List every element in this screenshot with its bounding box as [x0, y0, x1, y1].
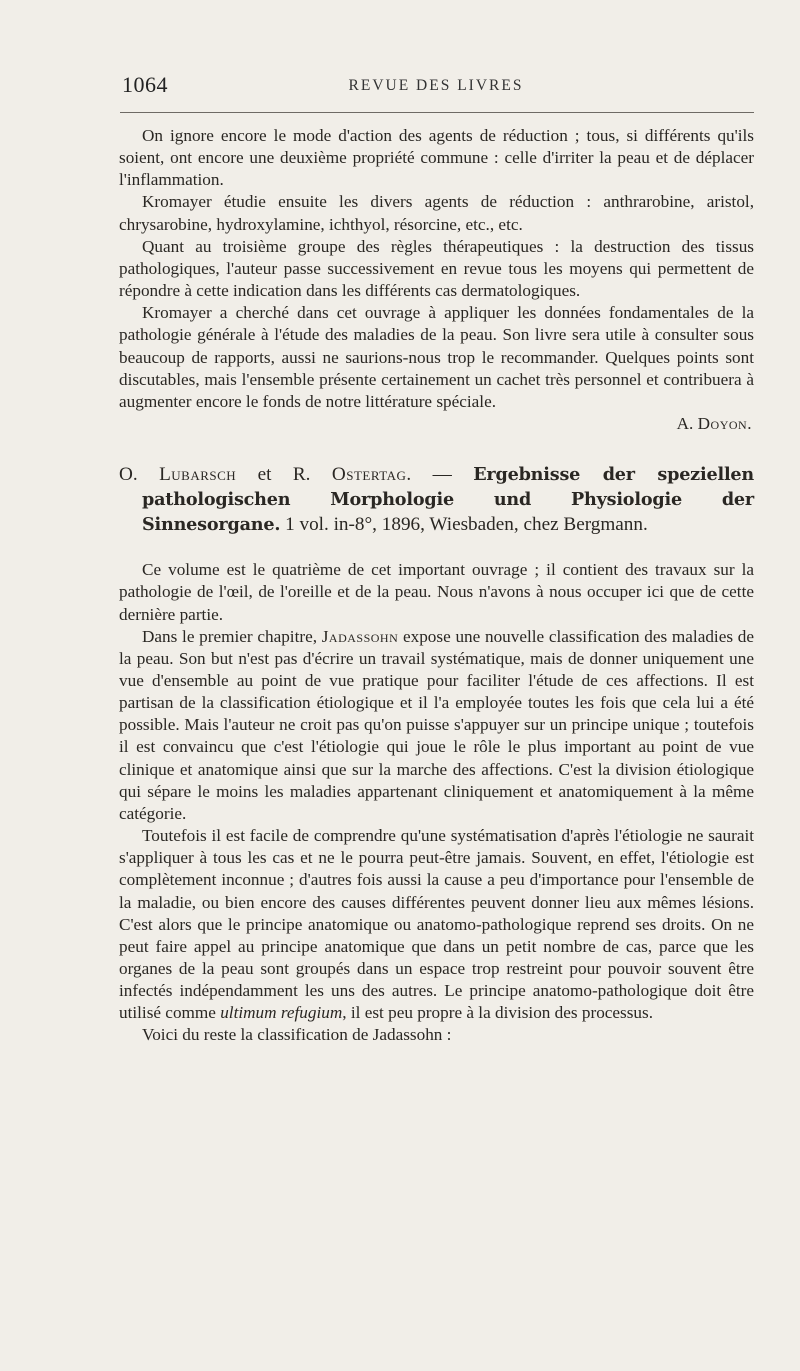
entry-dash: . — [406, 464, 474, 486]
page-header [120, 72, 752, 100]
header-rule [120, 112, 754, 113]
authors-join: et R. [236, 464, 332, 486]
book-title: Ergebnisse der speziellen pathologischen Morphologie und Physiologie der Sinnesorgane. [142, 464, 755, 536]
page-number: 1064 [122, 72, 168, 97]
page-body [119, 125, 754, 1047]
paragraph: Kromayer a cherché dans cet ouvrage à appliquer les données fondamentales de la pathologie générale à l'étude des maladies de la peau. Son livre sera utile à consulter sous beaucoup de rapports, aussi ne saurions-nous trop le recommander. Quelques points sont discutables, mais l'ensemble présente certainement un cachet très personnel et contribuera à augmenter encore le fonds de notre littérature spéciale. [119, 303, 754, 411]
paragraph-start: Dans le premier chapitre, [142, 626, 322, 646]
paragraph: Voici du reste la classification de Jadassohn : [142, 1025, 452, 1045]
author-lubarsch: Lubarsch [159, 464, 237, 486]
paragraph-start: Toutefois il est facile de comprendre qu'une systématisation d'après l'étiologie ne saurait s'appliquer à tous les cas et ne le pourra peut-être jamais. Souvent, en effet, l'étiologie est complètement inconnue ; d'autres fois aussi la cause a peu d'importance pour l'ensemble de la maladie, ou bien encore des causes différentes peuvent donner lieu aux mêmes lésions. C'est alors que le principe anatomique ou anatomo-pathologique reprend ses droits. On ne peut faire appel au principe anatomique que dans un petit nombre de cas, parce que les organes de la peau sont groupés dans un espace trop restreint pour pouvoir souvent être infectés indépendamment les uns des autres. Le principe anatomo-pathologique doit être utilisé comme [119, 826, 754, 1023]
paragraph: Ce volume est le quatrième de cet important ouvrage ; il contient des travaux sur la pathologie de l'œil, de l'oreille et de la peau. Nous n'avons à nous occuper ici que de cette dernière partie. [119, 560, 754, 624]
review-lubarsch-ostertag [119, 559, 754, 1046]
author-ostertag: Ostertag [331, 464, 407, 486]
latin-phrase: ultimum refugium [220, 1003, 343, 1023]
signature-initial: A. [676, 414, 698, 434]
review-signature [119, 413, 754, 435]
paragraph-end: , il est peu propre à la division des processus. [342, 1003, 654, 1023]
person-jadassohn: Jadassohn [321, 626, 399, 646]
authors-prefix: O. [119, 464, 160, 486]
paragraph: On ignore encore le mode d'action des agents de réduction ; tous, si différents qu'ils soient, ont encore une deuxième propriété commune : celle d'irriter la peau et de déplacer l'inflammation. [119, 126, 754, 190]
bibliographic-entry [119, 462, 754, 537]
paragraph [119, 626, 754, 825]
running-title: REVUE DES LIVRES [348, 77, 524, 94]
paragraph [119, 825, 754, 1024]
review-kromayer-continuation [119, 125, 754, 435]
paragraph-rest: expose une nouvelle classification des maladies de la peau. Son but n'est pas d'écrire un travail systématique, mais de donner uniquement une vue d'ensemble au point de vue pratique pour faciliter l'étude de ces affections. Il est partisan de la classification étiologique et il l'a employée toutes les fois que cela lui a été possible. Mais l'auteur ne croit pas qu'on puisse s'appuyer sur un principe unique ; toutefois il est convaincu que c'est l'étiologie qui joue le rôle le plus important au point de vue clinique et anatomique ainsi que sur la marche des affections. C'est la division étiologique qui sépare le moins les maladies appartenant cliniquement et anatomiquement à la même catégorie. [119, 626, 754, 823]
paragraph: Kromayer étudie ensuite les divers agents de réduction : anthrarobine, aristol, chrysarobine, hydroxylamine, ichthyol, résorcine, etc., etc. [119, 192, 754, 234]
signature-name: Doyon. [697, 414, 752, 434]
publication-details: 1 vol. in-8°, 1896, Wiesbaden, chez Bergmann. [280, 514, 648, 536]
paragraph: Quant au troisième groupe des règles thérapeutiques : la destruction des tissus pathologiques, l'auteur passe successivement en revue tous les moyens qui permettent de répondre à cette indication dans les différents cas dermatologiques. [119, 236, 754, 301]
